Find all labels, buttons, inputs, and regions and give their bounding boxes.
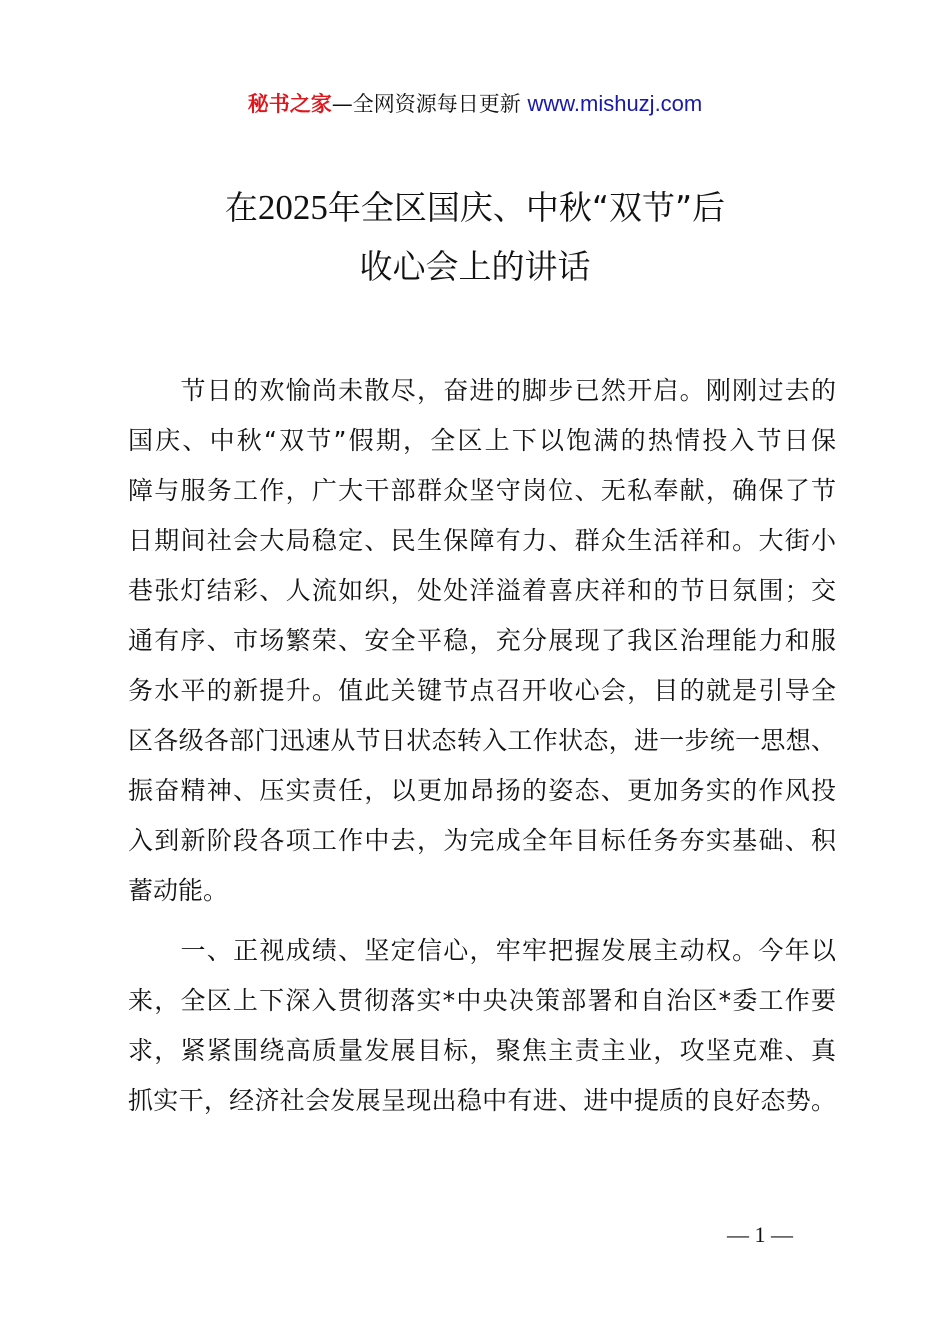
document-body [128,366,836,1126]
text-line: 障与服务工作，广大干部群众坚守岗位、无私奉献，确保了节 [128,476,836,505]
text-line: 节日的欢愉尚未散尽，奋进的脚步已然开启。刚刚过去的 [128,376,836,405]
brand-name: 秘书之家 [247,92,332,116]
text-line: 巷张灯结彩、人流如织，处处洋溢着喜庆祥和的节日氛围；交 [128,576,836,605]
title-line-2: 收心会上的讲话 [359,247,591,286]
site-header [0,88,950,120]
text-line: 区各级各部门迅速从节日状态转入工作状态，进一步统一思想、 [128,726,836,755]
paragraph-intro [128,366,836,916]
text-line: 蓄动能。 [128,876,229,905]
text-line: 国庆、中秋“双节”假期，全区上下以饱满的热情投入节日保 [128,426,836,455]
document-title [0,183,950,292]
text-line: 抓实干，经济社会发展呈现出稳中有进、进中提质的良好态势。 [128,1086,836,1115]
text-line: 一、正视成绩、坚定信心，牢牢把握发展主动权。今年以 [128,936,836,965]
text-line: 通有序、市场繁荣、安全平稳，充分展现了我区治理能力和服 [128,626,836,655]
text-line: 来，全区上下深入贯彻落实*中央决策部署和自治区*委工作要 [128,986,836,1015]
page-number: — 1 — [727,1222,793,1247]
site-url-link[interactable]: www.mishuzj.com [527,91,703,116]
title-line-1 [0,183,950,233]
paragraph-section-one [128,926,836,1126]
title-year: 2025 [257,188,328,227]
text-line: 入到新阶段各项工作中去，为完成全年目标任务夯实基础、积 [128,826,836,855]
header-slogan: —全网资源每日更新 [331,92,528,116]
title-rest: 年全区国庆、中秋“双节”后 [327,188,726,227]
paragraph-spacer [128,916,836,926]
title-prefix: 在 [224,188,258,227]
text-line: 求，紧紧围绕高质量发展目标，聚焦主责主业，攻坚克难、真 [128,1036,836,1065]
text-line: 务水平的新提升。值此关键节点召开收心会，目的就是引导全 [128,676,836,705]
text-line: 日期间社会大局稳定、民生保障有力、群众生活祥和。大街小 [128,526,836,555]
text-line: 振奋精神、压实责任，以更加昂扬的姿态、更加务实的作风投 [128,776,836,805]
